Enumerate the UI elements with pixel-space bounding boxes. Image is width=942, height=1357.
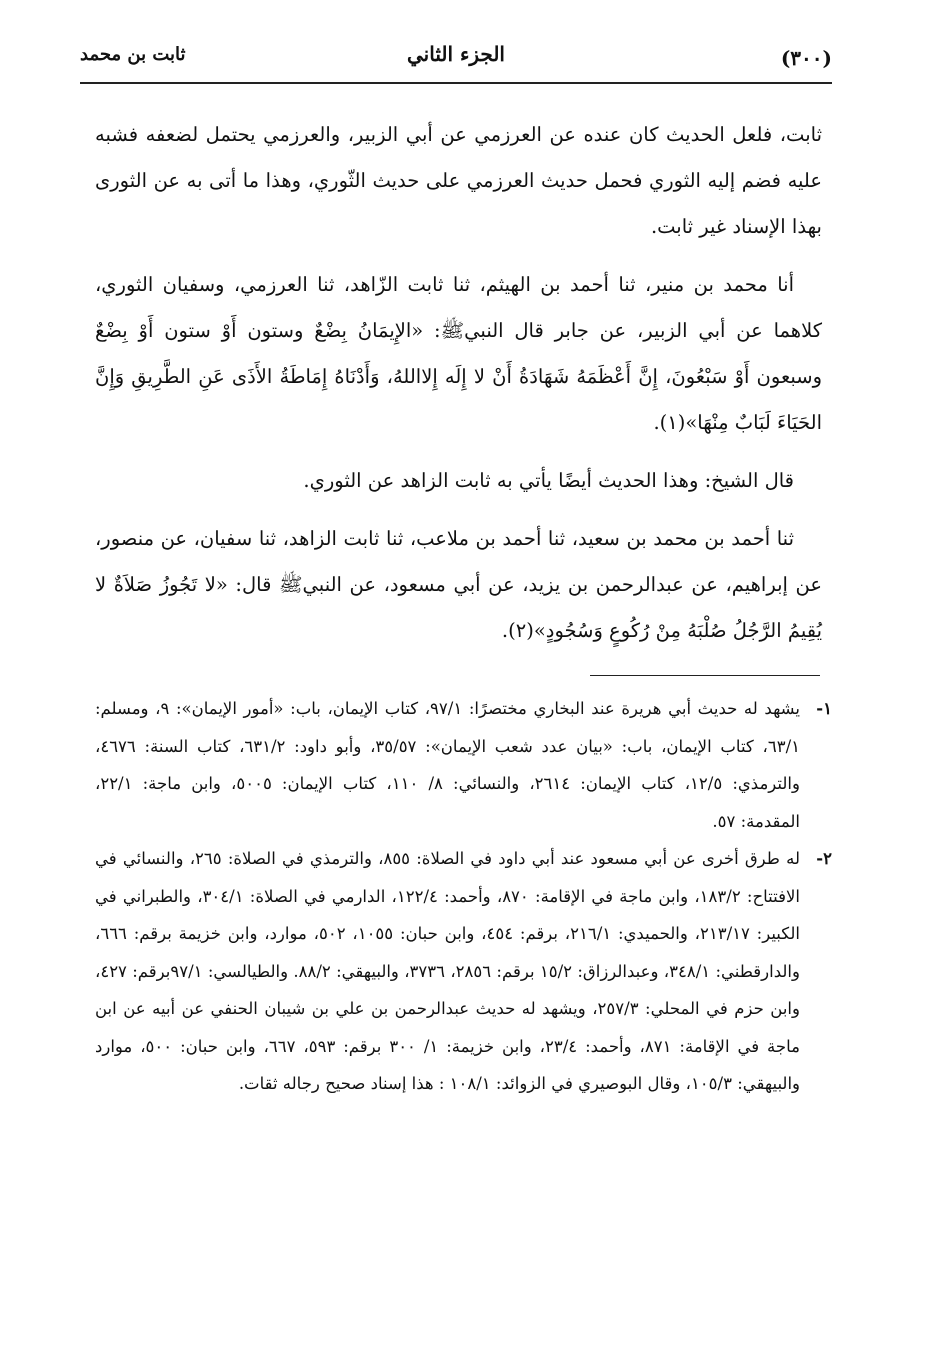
header-divider: [80, 82, 832, 84]
footnote-number: ٢-: [816, 849, 832, 868]
main-text: [95, 112, 822, 666]
paragraph: ثابت، فلعل الحديث كان عنده عن العرزمي عن أبي الزبير، والعرزمي يحتمل لضعفه فشبه عليه فضم إليه الثوري فحمل حديث العرزمي على حديث الثّوري، وهذا ما أتى به عن الثورى بهذا الإسناد غير ثابت.: [95, 123, 822, 238]
paragraph: ثنا أحمد بن محمد بن سعيد، ثنا أحمد بن ملاعب، ثنا ثابت الزاهد، ثنا سفيان، عن منصور، عن إبراهيم، عن عبدالرحمن بن يزيد، عن أبي مسعود، عن النبيﷺ قال: «لا تَجُوزُ صَلاَةٌ لا يُقِيمُ الرَّجُلُ صُلْبَهُ مِنْ رُكُوعٍ وَسُجُودٍ»(٢).: [95, 527, 822, 642]
part-title: الجزء الثاني: [407, 42, 505, 66]
footnote: [95, 840, 832, 1103]
footnote-text: له طرق أخرى عن أبي مسعود عند أبي داود في الصلاة: ٨٥٥، والترمذي في الصلاة: ٢٦٥، والنسائي في الافتتاح: ١٨٣/٢، وابن ماجة في الإقامة: ٨٧٠، وأحمد: ١٢٢/٤، الدارمي في الصلاة: ٣٠٤/١، والطبراني في الكبير: ٢١٣/١٧، والحميدي: ٢١٦/١، برقم: ٤٥٤، وابن حبان: ١٠٥٥، ٥٠٢، موارد، وابن خزيمة برقم: ٦٦٦، والدارقطني: ٣٤٨/١، وعبدالرزاق: ١٥/٢ برقم: ٢٨٥٦، ٣٧٣٦، والبيهقي: ٨٨/٢. والطيالسي: ٩٧/١برقم: ٤٢٧، وابن حزم في المحلي: ٢٥٧/٣، ويشهد له حديث عبدالرحمن بن علي بن شيبان الحنفي عن أبيه عن ابن ماجة في الإقامة: ٨٧١، وأحمد: ٢٣/٤، وابن خزيمة: ١/ ٣٠٠ برقم: ٥٩٣، ٦٦٧، وابن حبان: ٥٠٠، موارد والبيهقي: ١٠٥/٣، وقال البوصيري في الزوائد: ١٠٨/١ : هذا إسناد صحيح رجاله ثقات.: [95, 849, 801, 1093]
footnote-divider: [590, 675, 820, 676]
footnote-number: ١-: [816, 699, 832, 718]
paragraph: قال الشيخ: وهذا الحديث أيضًا يأتي به ثابت الزاهد عن الثوري.: [303, 469, 794, 492]
page-header: [80, 38, 832, 78]
footnote-text: يشهد له حديث أبي هريرة عند البخاري مختصرًا: ٩٧/١، كتاب الإيمان، باب: «أمور الإيمان»: ٩، ومسلم: ٦٣/١، كتاب الإيمان، باب: «بيان عدد شعب الإيمان»: ٣٥/٥٧، وأبو داود: ٦٣١/٢، كتاب السنة: ٤٦٧٦، والترمذي: ١٢/٥، كتاب الإيمان: ٢٦١٤، والنسائي: ٨/ ١١٠، كتاب الإيمان: ٥٠٠٥، وابن ماجة: ٢٢/١، المقدمة: ٥٧.: [95, 699, 800, 831]
page-number: (٣٠٠): [780, 46, 832, 70]
footnote: [95, 690, 832, 840]
paragraph: أنا محمد بن منير، ثنا أحمد بن الهيثم، ثنا ثابت الزّاهد، ثنا العرزمي، وسفيان الثوري، كلاهما عن أبي الزبير، عن جابر قال النبيﷺ: «الإِيمَانُ بِضْعٌ وستون أَوْ ستون أَوْ بِضْعٌ وسبعون أَوْ سَبْعُونَ، إِنَّ أَعْظَمَهُ شَهَادَةُ أَنْ لا إِلَه إِلااللهُ، وَأَدْنَاهُ إِمَاطَةُ الأَذَى عَنِ الطَّرِيقِ وَإِنَّ الحَيَاءَ لَبَابٌ مِنْهَا»(١).: [95, 273, 822, 434]
author-name: ثابت بن محمد: [80, 44, 186, 65]
footnotes: [95, 690, 832, 1103]
